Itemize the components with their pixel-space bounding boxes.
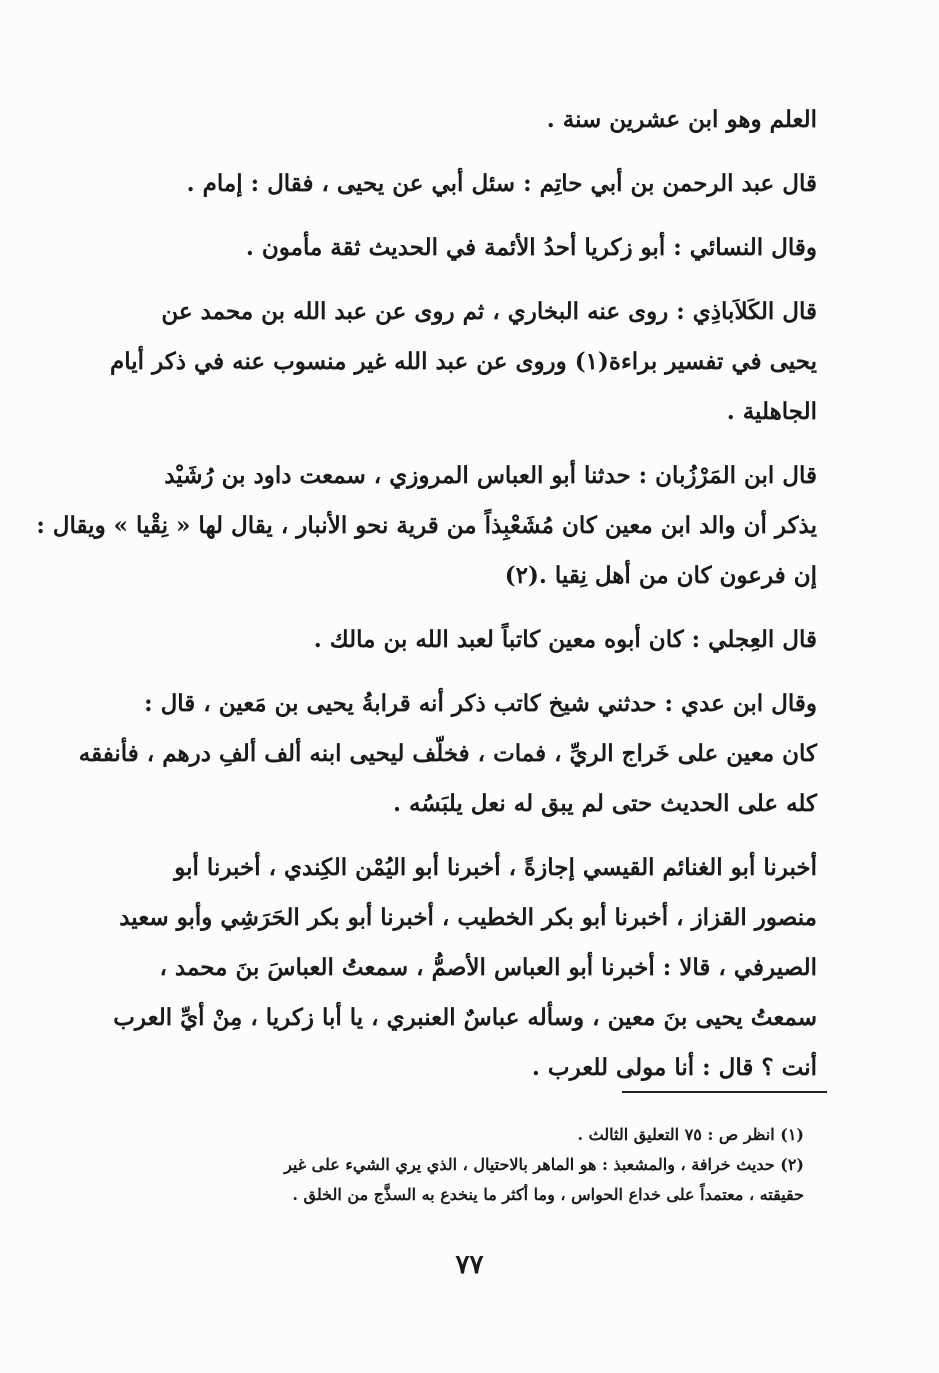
paragraph-1	[157, 95, 817, 145]
text-line: وقال ابن عدي : حدثني شيخ كاتب ذكر أنه قرابةُ يحيى بن مَعين ، قال :	[144, 690, 817, 717]
footnote-2	[164, 1150, 804, 1210]
paragraph-4	[110, 287, 817, 437]
text-line: العلم وهو ابن عشرين سنة .	[546, 106, 817, 133]
text-line: سمعتُ يحيى بنَ معين ، وسأله عباسٌ العنبري ، يا أبا زكريا ، مِنْ أيِّ العرب	[113, 1004, 817, 1031]
text-line: قال الكَلاَباذِي : روى عنه البخاري ، ثم روى عن عبد الله بن محمد عن	[161, 298, 817, 325]
paragraph-2	[157, 159, 817, 209]
text-line: منصور القزاز ، أخبرنا أبو بكر الخطيب ، أخبرنا أبو بكر الحَرَشِي وأبو سعيد	[119, 904, 817, 931]
text-line: قال ابن المَرْزُبان : حدثنا أبو العباس المروزي ، سمعت داود بن رُشَيْد	[164, 462, 817, 489]
text-line: وقال النسائي : أبو زكريا أحدُ الأئمة في الحديث ثقة مأمون .	[245, 234, 817, 261]
footnote-line: حقيقته ، معتمداً على خداع الحواس ، وما أكثر ما ينخدع به السذَّج من الخلق .	[292, 1185, 804, 1204]
text-line: كان معين على خَراج الريِّ ، فمات ، فخلّف ليحيى ابنه ألف ألفِ درهم ، فأنفقه	[78, 740, 817, 767]
text-line: قال عبد الرحمن بن أبي حاتِم : سئل أبي عن يحيى ، فقال : إمام .	[186, 170, 817, 197]
paragraph-5	[36, 451, 817, 601]
text-line: يحيى في تفسير براءة(١) وروى عن عبد الله غير منسوب عنه في ذكر أيام	[110, 348, 817, 375]
text-line: الصيرفي ، قالا : أخبرنا أبو العباس الأصمُّ ، سمعتُ العباسَ بنَ محمد ،	[159, 954, 817, 981]
text-line: أنت ؟ قال : أنا مولى للعرب .	[531, 1054, 817, 1081]
text-line: الجاهلية .	[726, 398, 817, 425]
page-number: ٧٧	[455, 1250, 484, 1280]
footnote-separator	[622, 1091, 827, 1093]
text-line: أخبرنا أبو الغنائم القيسي إجازةً ، أخبرنا أبو اليُمْن الكِندي ، أخبرنا أبو	[174, 854, 817, 881]
paragraph-8	[113, 843, 817, 1093]
text-line: قال العِجلي : كان أبوه معين كاتباً لعبد الله بن مالك .	[313, 626, 817, 653]
main-text	[36, 95, 817, 1107]
footnote-1	[164, 1120, 804, 1150]
text-line: يذكر أن والد ابن معين كان مُشَعْبِذاً من قرية نحو الأنبار ، يقال لها « نِقْيا » ويقال :	[36, 512, 817, 539]
footnote-line: (٢) حديث خرافة ، والمشعبذ : هو الماهر بالاحتيال ، الذي يري الشيء على غير	[284, 1155, 804, 1174]
footnotes	[164, 1120, 804, 1210]
text-line: إن فرعون كان من أهل نِقيا .(٢)	[504, 562, 817, 589]
footnote-line: (١) انظر ص : ٧٥ التعليق الثالث .	[577, 1125, 804, 1144]
text-line: كله على الحديث حتى لم يبق له نعل يلبَسُه .	[392, 790, 817, 817]
paragraph-7	[78, 679, 817, 829]
paragraph-3	[157, 223, 817, 273]
paragraph-6	[157, 615, 817, 665]
